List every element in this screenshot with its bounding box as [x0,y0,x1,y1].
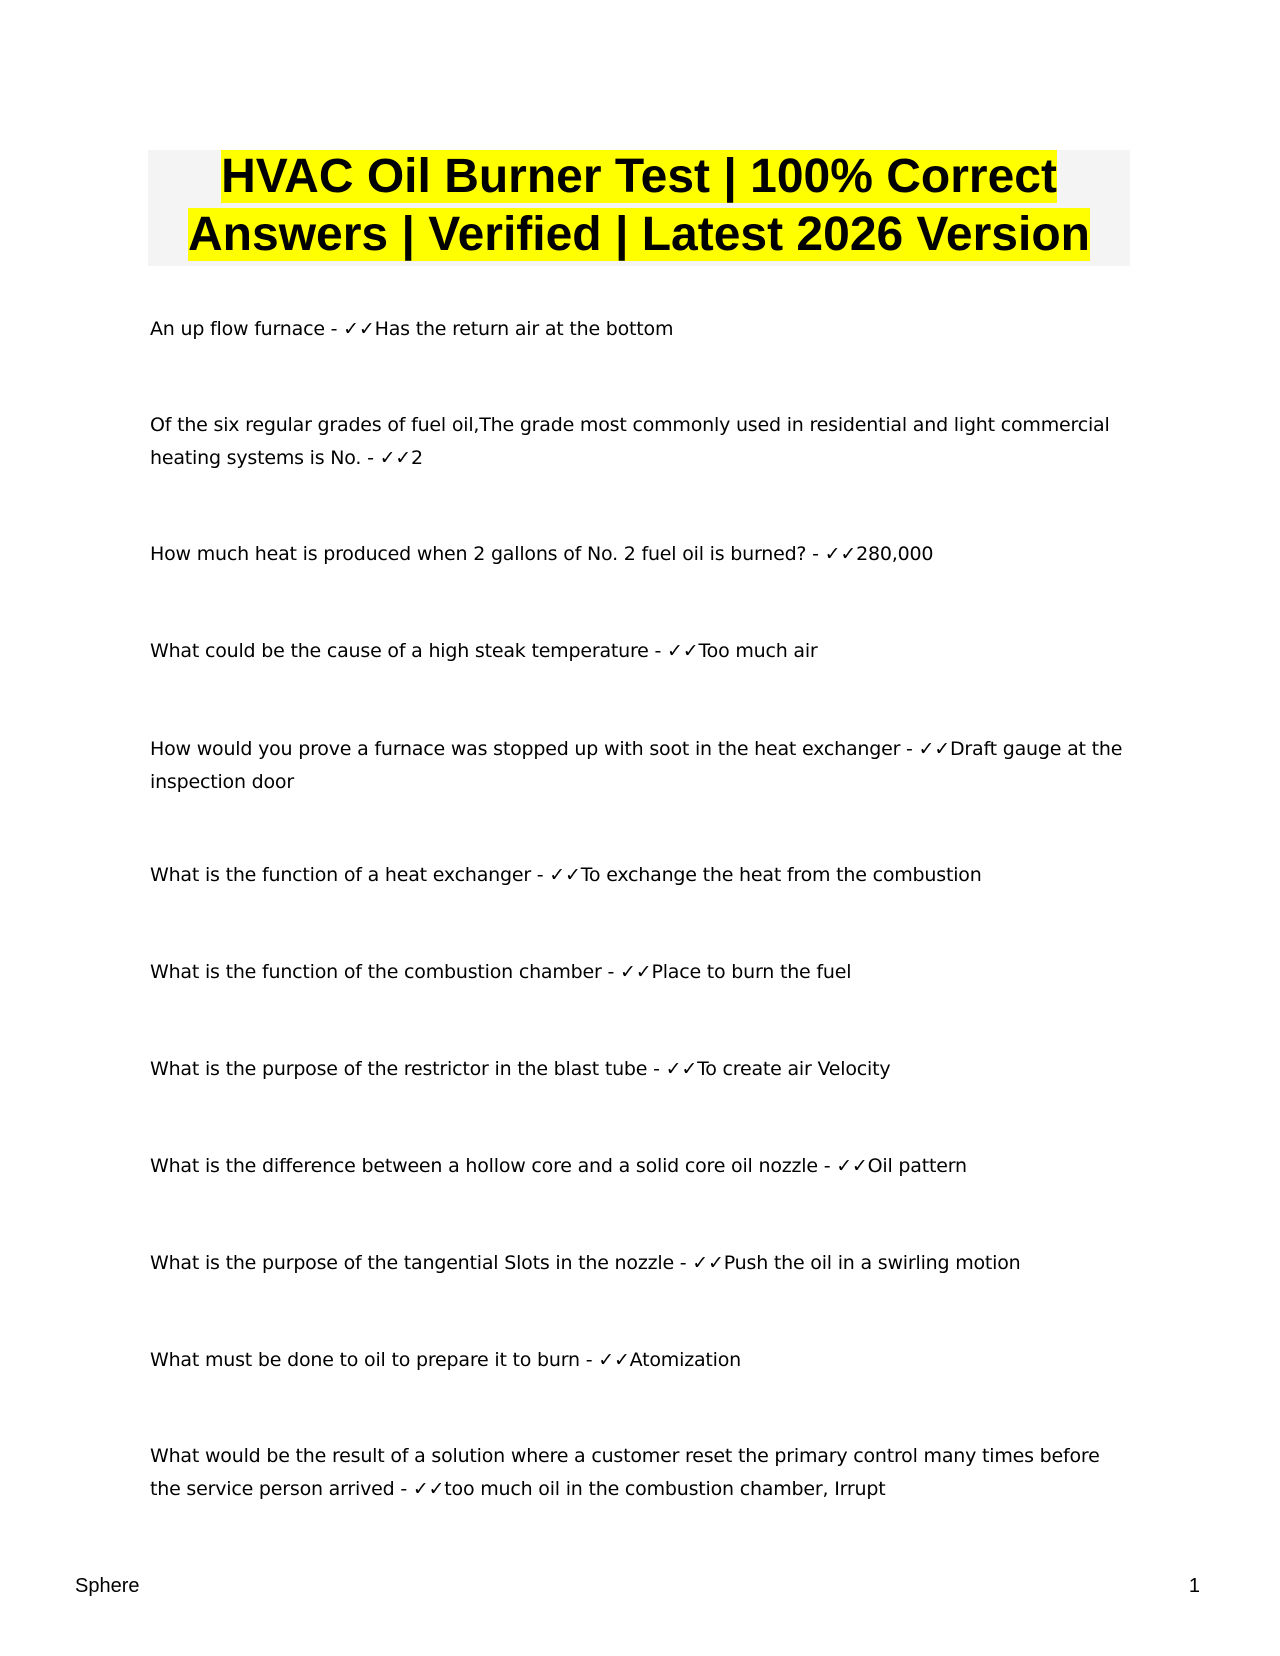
qa-item-8 [150,1053,1130,1086]
qa-item-4 [150,635,1130,668]
answer-text: Oil pattern [867,1155,967,1177]
question-text: What must be done to oil to prepare it to burn - [150,1349,599,1371]
check-icon: ✓✓ [824,543,857,565]
answer-text: To exchange the heat from the combustion [580,864,982,886]
question-text: An up flow furnace - [150,318,344,340]
qa-item-7 [150,956,1130,989]
answer-text: Place to burn the fuel [651,961,852,983]
check-icon: ✓✓ [598,1349,630,1371]
answer-text: too much oil in the combustion chamber, Irrupt [444,1478,886,1500]
document-title [148,148,1130,264]
title-line-1: HVAC Oil Burner Test | 100% Correct [221,150,1057,203]
answer-text: 2 [411,447,423,469]
check-icon: ✓✓ [836,1155,868,1177]
check-icon: ✓✓ [692,1252,724,1274]
answer-text: Has the return air at the bottom [374,318,674,340]
check-icon: ✓✓ [667,640,699,662]
answer-text: Draft gauge at the inspection door [150,738,1123,793]
qa-item-9 [150,1150,1130,1183]
check-icon: ✓✓ [619,961,652,983]
question-text: What is the purpose of the tangential Slots in the nozzle - [150,1252,693,1274]
answer-text: 280,000 [856,543,934,565]
answer-text: To create air Velocity [697,1058,891,1080]
question-text: How much heat is produced when 2 gallons of No. 2 fuel oil is burned? - [150,543,825,565]
answer-text: Atomization [629,1349,742,1371]
answer-text: Push the oil in a swirling motion [723,1252,1021,1274]
question-text: What is the function of a heat exchanger - [150,864,550,886]
qa-item-3 [150,538,1130,571]
qa-item-6 [150,859,1130,892]
qa-item-11 [150,1344,1130,1377]
check-icon: ✓✓ [665,1058,698,1080]
check-icon: ✓✓ [379,447,412,469]
question-text: What is the difference between a hollow core and a solid core oil nozzle - [150,1155,837,1177]
qa-item-12 [150,1440,1130,1506]
question-text: What could be the cause of a high steak temperature - [150,640,668,662]
question-text: What is the function of the combustion chamber - [150,961,620,983]
qa-item-10 [150,1247,1130,1280]
check-icon: ✓✓ [549,864,581,886]
qa-item-5 [150,733,1130,799]
check-icon: ✓✓ [412,1478,445,1500]
check-icon: ✓✓ [918,738,950,760]
question-text: Of the six regular grades of fuel oil,The grade most commonly used in residential and light commercial heating systems is No. - [150,414,1110,469]
qa-item-2 [150,409,1130,475]
qa-item-1 [150,313,1130,346]
check-icon: ✓✓ [343,318,375,340]
question-text: How would you prove a furnace was stopped up with soot in the heat exchanger - [150,738,919,760]
page-number: 1 [1188,1575,1200,1597]
footer-brand: Sphere [75,1575,140,1597]
question-text: What would be the result of a solution where a customer reset the primary control many times before the service person arrived - [150,1445,1100,1500]
question-text: What is the purpose of the restrictor in the blast tube - [150,1058,666,1080]
answer-text: Too much air [698,640,818,662]
title-line-2: Answers | Verified | Latest 2026 Version [188,208,1090,261]
